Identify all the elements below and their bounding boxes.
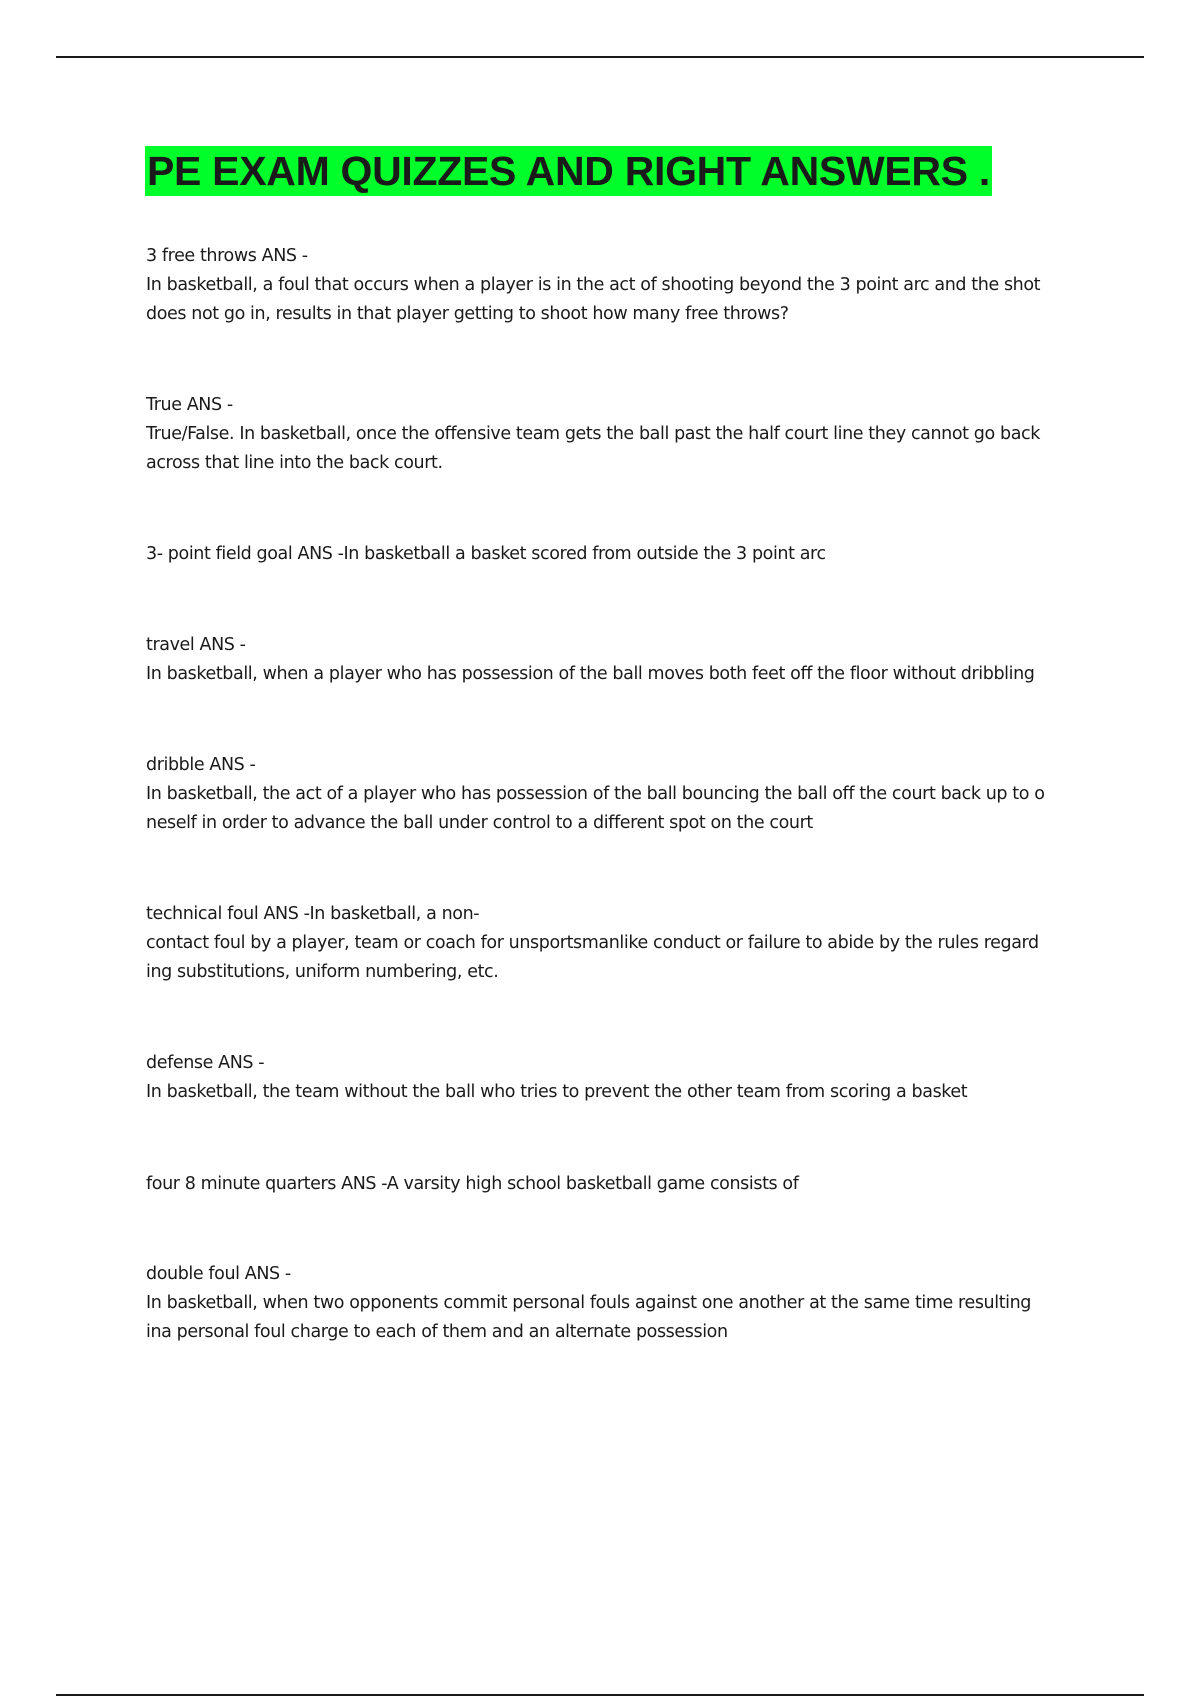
qa-entry <box>146 751 1096 838</box>
entry-line: ina personal foul charge to each of them and an alternate possession <box>146 1322 728 1342</box>
qa-entry <box>146 391 1096 478</box>
entry-line: In basketball, a foul that occurs when a player is in the act of shooting beyond the 3 point arc and the shot <box>146 275 1041 295</box>
document-title: PE EXAM QUIZZES AND RIGHT ANSWERS . <box>147 148 990 194</box>
entry-line: does not go in, results in that player getting to shoot how many free throws? <box>146 304 789 324</box>
entry-line: In basketball, when a player who has possession of the ball moves both feet off the floor without dribbling <box>146 664 1035 684</box>
entry-line: 3 free throws ANS - <box>146 246 308 266</box>
entry-line: across that line into the back court. <box>146 453 443 473</box>
entry-line: technical foul ANS -In basketball, a non- <box>146 904 480 924</box>
top-rule <box>56 56 1144 58</box>
entry-line: contact foul by a player, team or coach for unsportsmanlike conduct or failure to abide by the rules regard <box>146 933 1039 953</box>
entry-line: travel ANS - <box>146 635 246 655</box>
entry-line: double foul ANS - <box>146 1264 291 1284</box>
entry-line: In basketball, the team without the ball who tries to prevent the other team from scoring a basket <box>146 1082 968 1102</box>
bottom-rule <box>56 1694 1144 1696</box>
qa-entry <box>146 540 1096 569</box>
entry-line: 3- point field goal ANS -In basketball a basket scored from outside the 3 point arc <box>146 544 826 564</box>
entry-line: dribble ANS - <box>146 755 256 775</box>
entry-line: neself in order to advance the ball under control to a different spot on the court <box>146 813 813 833</box>
entry-line: In basketball, the act of a player who has possession of the ball bouncing the ball off the court back up to o <box>146 784 1045 804</box>
entry-line: True ANS - <box>146 395 233 415</box>
entry-line: four 8 minute quarters ANS -A varsity high school basketball game consists of <box>146 1174 799 1194</box>
entry-line: defense ANS - <box>146 1053 265 1073</box>
qa-entry <box>146 242 1096 329</box>
qa-entry <box>146 1049 1096 1107</box>
qa-entry <box>146 900 1096 987</box>
qa-entry <box>146 631 1096 689</box>
entry-line: In basketball, when two opponents commit personal fouls against one another at the same time resulting <box>146 1293 1032 1313</box>
qa-entry <box>146 1260 1096 1347</box>
entry-line: ing substitutions, uniform numbering, etc. <box>146 962 499 982</box>
entry-line: True/False. In basketball, once the offensive team gets the ball past the half court line they cannot go back <box>146 424 1040 444</box>
qa-entry <box>146 1170 1096 1199</box>
title-highlight <box>145 146 992 196</box>
